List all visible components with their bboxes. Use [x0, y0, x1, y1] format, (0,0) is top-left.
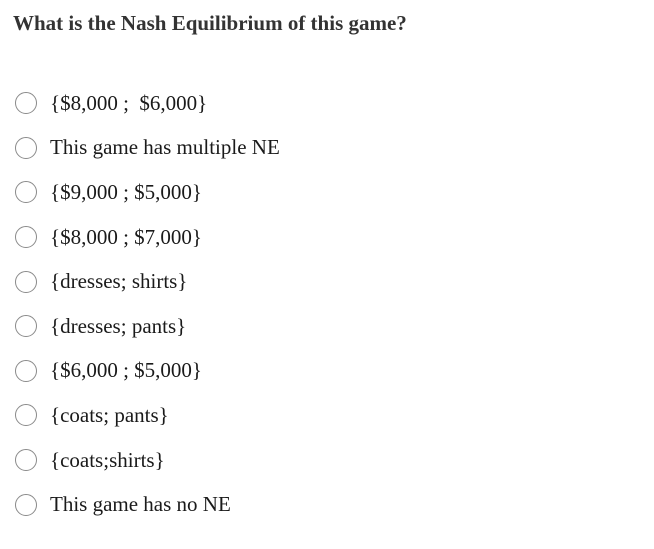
- answer-option-label: {$9,000 ; $5,000}: [50, 179, 202, 204]
- radio-button[interactable]: [15, 315, 37, 337]
- answer-option-label: {coats;shirts}: [50, 447, 165, 472]
- answer-option-label: {dresses; pants}: [50, 313, 187, 338]
- answer-option[interactable]: [15, 215, 635, 260]
- answer-option[interactable]: [15, 438, 635, 483]
- radio-button[interactable]: [15, 226, 37, 248]
- question-text: What is the Nash Equilibrium of this game?: [13, 11, 407, 35]
- answer-option-label: {$6,000 ; $5,000}: [50, 358, 202, 383]
- answer-option[interactable]: [15, 126, 635, 171]
- radio-button[interactable]: [15, 92, 37, 114]
- answer-option[interactable]: [15, 482, 635, 527]
- radio-button[interactable]: [15, 271, 37, 293]
- answer-option[interactable]: [15, 81, 635, 126]
- answer-options: [15, 81, 635, 527]
- answer-option[interactable]: [15, 393, 635, 438]
- radio-button[interactable]: [15, 360, 37, 382]
- radio-button[interactable]: [15, 404, 37, 426]
- answer-option[interactable]: [15, 349, 635, 394]
- answer-option-label: This game has multiple NE: [50, 135, 280, 160]
- answer-option[interactable]: [15, 170, 635, 215]
- answer-option-label: {dresses; shirts}: [50, 269, 188, 294]
- radio-button[interactable]: [15, 137, 37, 159]
- radio-button[interactable]: [15, 181, 37, 203]
- radio-button[interactable]: [15, 494, 37, 516]
- answer-option[interactable]: [15, 259, 635, 304]
- answer-option-label: {$8,000 ; $7,000}: [50, 224, 202, 249]
- answer-option-label: {coats; pants}: [50, 402, 169, 427]
- answer-option-label: This game has no NE: [50, 492, 231, 517]
- answer-option-label: {$8,000 ; $6,000}: [50, 90, 208, 115]
- radio-button[interactable]: [15, 449, 37, 471]
- answer-option[interactable]: [15, 304, 635, 349]
